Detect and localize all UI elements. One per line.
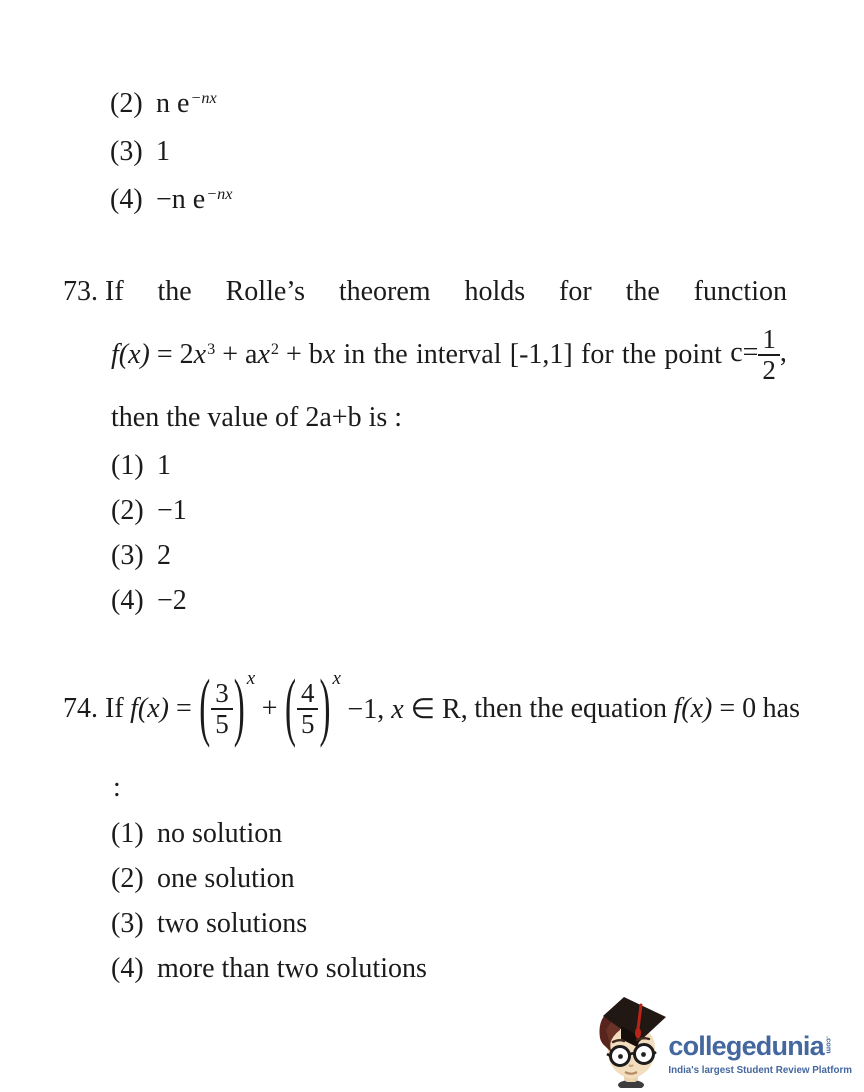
question-74-opening: 74. If xyxy=(63,693,124,724)
word: the xyxy=(625,276,660,307)
collegedunia-logo xyxy=(594,996,852,1088)
word: point xyxy=(664,339,722,370)
option-row xyxy=(111,450,787,495)
option-label: −2 xyxy=(157,585,187,616)
question-73 xyxy=(63,276,787,630)
option-number: (3) xyxy=(110,136,143,167)
formula-fx-equals: f(x) = xyxy=(130,693,192,724)
option-label: −1 xyxy=(157,495,187,526)
question-73-line2 xyxy=(111,316,787,394)
logo-text xyxy=(668,1033,852,1088)
question-73-options xyxy=(111,450,787,630)
question-73-line3 xyxy=(111,396,787,440)
carryover-options xyxy=(110,88,233,227)
option-row xyxy=(110,184,233,227)
option-label: 1 xyxy=(156,136,170,167)
word: [-1,1] xyxy=(509,339,573,370)
option-label: n $e^{-nx}$ xyxy=(156,88,217,119)
right-paren: ) xyxy=(233,666,245,750)
word: for xyxy=(581,339,614,370)
plus-sign: + xyxy=(261,693,278,724)
option-number: (4) xyxy=(111,585,144,616)
word: the xyxy=(621,339,657,370)
formula-fx-equals-zero: f(x) = 0 xyxy=(673,693,757,724)
brand-name: collegedunia xyxy=(668,1031,824,1061)
fraction-one-half: $\frac{1}{2}$ xyxy=(758,325,780,384)
option-number: (2) xyxy=(111,495,144,526)
option-row xyxy=(111,908,800,953)
formula-c-half: c= $\frac{1}{2}$ , xyxy=(730,324,787,385)
word: the xyxy=(373,339,408,370)
word: function xyxy=(693,276,787,307)
question-73-line1 xyxy=(63,276,787,308)
word: Rolle’s xyxy=(225,276,305,307)
option-row xyxy=(110,136,233,179)
question-number: 73. xyxy=(63,276,98,307)
word: interval xyxy=(416,339,502,370)
option-row xyxy=(111,495,787,540)
fraction-three-fifths: $\frac{3}{5}$ xyxy=(211,679,233,738)
fraction-four-fifths: $\frac{4}{5}$ xyxy=(297,679,319,738)
option-row xyxy=(111,540,787,585)
word: for xyxy=(559,276,592,307)
option-label: 1 xyxy=(157,450,171,481)
option-label: two solutions xyxy=(157,908,308,939)
option-label: more than two solutions xyxy=(157,953,427,984)
formula-three-fifths-power-x: ( $\frac{3}{5}$ ) x xyxy=(199,666,256,750)
left-paren: ( xyxy=(284,666,296,750)
option-number: (2) xyxy=(111,863,144,894)
option-row xyxy=(111,953,800,998)
word: theorem xyxy=(338,276,431,307)
option-row xyxy=(111,585,787,630)
word: holds xyxy=(464,276,526,307)
option-label: 2 xyxy=(157,540,171,571)
word: in xyxy=(343,339,366,370)
question-text: has xyxy=(762,693,800,724)
question-74-formula-line xyxy=(63,660,800,758)
option-number: (2) xyxy=(110,88,143,119)
question-74-colon: : xyxy=(113,772,121,803)
brand-suffix: .com xyxy=(824,1036,834,1054)
formula-minus-one-x-in-R: −1, x ∈ R, xyxy=(347,694,468,725)
option-row xyxy=(110,88,233,131)
brand-tagline: India's largest Student Review Platform xyxy=(668,1065,852,1076)
option-label: −n $e^{-nx}$ xyxy=(156,184,233,215)
question-74-options xyxy=(111,818,800,998)
mascot-icon xyxy=(594,996,668,1088)
option-label: no solution xyxy=(157,818,283,849)
question-73-opening: 73. If xyxy=(63,276,124,307)
question-text: then the value of 2a+b is : xyxy=(111,402,403,433)
formula-fx-cubic: $f(x) = 2x^3 + ax^2$ + bx xyxy=(111,339,336,370)
word: the xyxy=(157,276,192,307)
option-number: (4) xyxy=(110,184,143,215)
option-row xyxy=(111,818,800,863)
option-row xyxy=(111,863,800,908)
option-number: (1) xyxy=(111,450,144,481)
question-74 xyxy=(63,660,800,998)
option-number: (1) xyxy=(111,818,144,849)
option-label: one solution xyxy=(157,863,295,894)
option-number: (3) xyxy=(111,540,144,571)
left-paren: ( xyxy=(199,666,211,750)
question-number: 74. xyxy=(63,693,98,724)
right-paren: ) xyxy=(319,666,331,750)
option-number: (3) xyxy=(111,908,144,939)
formula-four-fifths-power-x: ( $\frac{4}{5}$ ) x xyxy=(284,666,341,750)
option-number: (4) xyxy=(111,953,144,984)
question-text: then the equation xyxy=(474,693,668,724)
